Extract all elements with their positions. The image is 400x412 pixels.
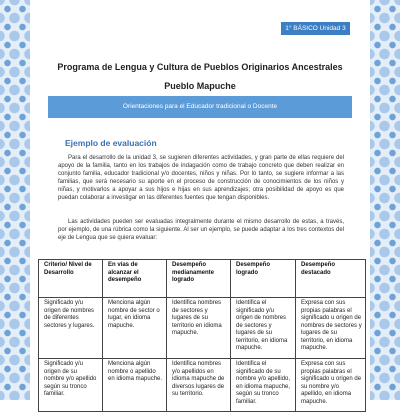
header-level-3: Desempeño logrado xyxy=(231,260,296,298)
header-level-4: Desempeño destacado xyxy=(296,260,366,298)
decorative-border-left xyxy=(0,0,30,400)
table-cell: Identifica el significado de su nombre y/o apellido, en idioma mapuche, según su tronco familiar. xyxy=(231,359,296,412)
table-row xyxy=(39,298,366,359)
table-cell: Identifica nombres de sectores y lugares de su territorio en idioma mapuche. xyxy=(167,298,231,359)
people-title: Pueblo Mapuche xyxy=(164,81,236,91)
guidance-band: Orientaciones para el Educador tradicional o Docente xyxy=(48,96,352,118)
rubric-paragraph-text: Las actividades pueden ser evaluadas integralmente durante el mismo desarrollo de estas, a través, por ejemplo, de una rúbrica como la siguiente. Al ser un ejemplo, se puede adaptar a los tres contextos del eje de Lengua que se quiera evaluar: xyxy=(58,219,344,241)
header-level-1: En vías de alcanzar el desempeño xyxy=(103,260,167,298)
table-header-row xyxy=(39,260,366,298)
table-cell: Menciona algún nombre de sector o lugar, en idioma mapuche. xyxy=(103,298,167,359)
evaluation-rubric-table xyxy=(38,259,366,412)
table-row xyxy=(39,359,366,412)
intro-paragraph xyxy=(58,154,344,202)
section-heading: Ejemplo de evaluación xyxy=(65,138,157,148)
header-level-2: Desempeño medianamente logrado xyxy=(167,260,231,298)
table-cell: Expresa con sus propias palabras el significado u origen de nombres de sectores y lugares de su territorio, en idioma mapuche. xyxy=(296,298,366,359)
table-cell: Expresa con sus propias palabras el significado u origen de su nombre y/o apellido, en idioma mapuche. xyxy=(296,359,366,412)
table-cell: Significado y/u origen de nombres de diferentes sectores y lugares. xyxy=(39,298,103,359)
table-cell: Significado y/u origen de su nombre y/o apellido según su tronco familiar. xyxy=(39,359,103,412)
unit-tag: 1° BÁSICO Unidad 3 xyxy=(281,22,350,35)
header-criterion: Criterio/ Nivel de Desarrollo xyxy=(39,260,103,298)
table-cell: Identifica nombres y/o apellidos en idioma mapuche de diversos lugares de su territorio. xyxy=(167,359,231,412)
rubric-paragraph xyxy=(58,218,344,242)
program-title: Programa de Lengua y Cultura de Pueblos Originarios Ancestrales xyxy=(57,62,343,72)
table-cell: Menciona algún nombre o apellido en idioma mapuche. xyxy=(103,359,167,412)
decorative-border-right xyxy=(370,0,400,400)
table-cell: Identifica el significado y/u origen de nombres de sectores y lugares de su territorio, en idioma mapuche. xyxy=(231,298,296,359)
intro-paragraph-text: Para el desarrollo de la unidad 3, se sugieren diferentes actividades, y gran parte de ellas requiere del apoyo de la familia, tanto en los trabajos de indagación como de trabajo concreto que deben realizar en conjunto familia, educador tradicional y/o docentes, niños y niñas. Por lo tanto, se sugiere informar a las familias, que será necesario su aporte en el proceso de construcción de conocimientos de los niños y niñas, y motivarlos a apoyar a sus hijos e hijas en sus aprendizajes; otra posibilidad de apoyo es que puedan colaborar a investigar en las diferentes fuentes que tengan disponibles. xyxy=(58,155,344,201)
